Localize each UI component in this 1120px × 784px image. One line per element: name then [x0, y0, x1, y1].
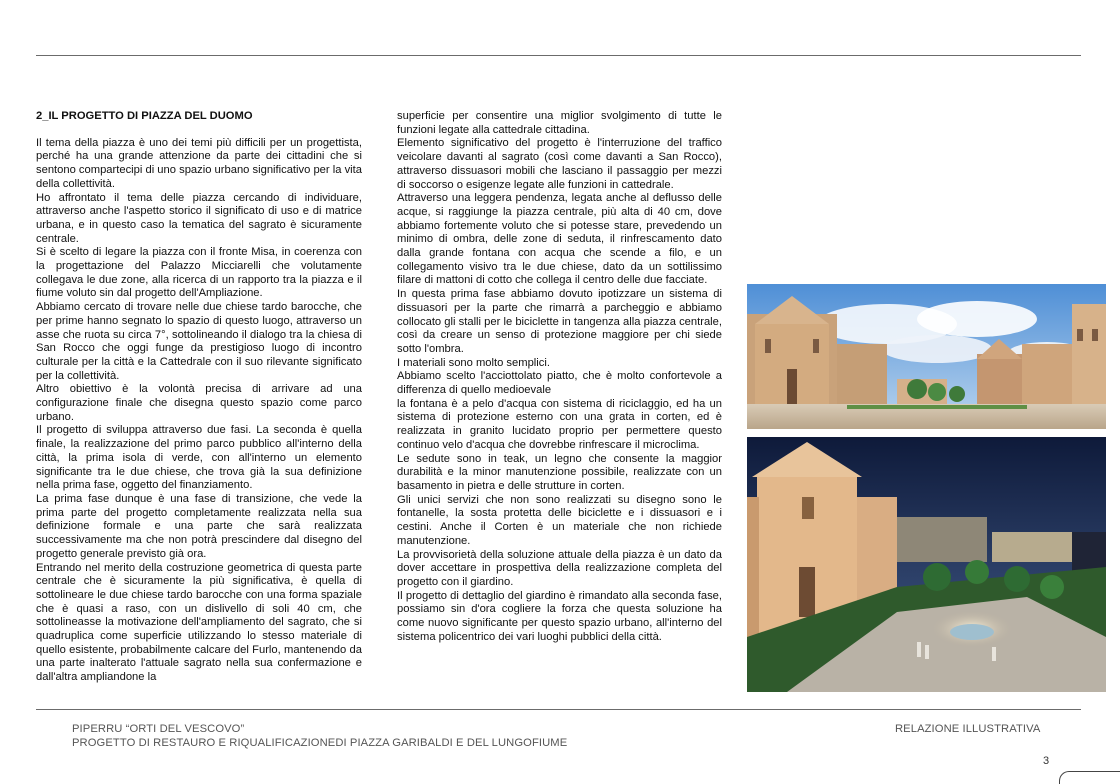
paragraph: Il progetto di sviluppa attraverso due fasi. La seconda è quella finale, la realizzazione del primo parco pubblico all'interno della città, la prima isola di verde, con all'interno un elemento significante tra le due chiese, che trova già la sua definizione nella prima fase, oggetto del finanziamento.	[36, 424, 362, 492]
footer-document-type: RELAZIONE ILLUSTRATIVA	[895, 723, 1041, 735]
paragraph: Il progetto di dettaglio del giardino è rimandato alla seconda fase, possiamo sin d'ora cogliere la forza che questa soluzione ha come nuovo significante per questo spazio urbano, all'interno del sistema policentrico dei vari luoghi pubblici della città.	[397, 589, 722, 643]
text-column-left	[36, 110, 362, 685]
paragraph: La provvisorietà della soluzione attuale della piazza è un dato da dover accettare in prospettiva della realizzazione completa del progetto con il giardino.	[397, 548, 722, 588]
bottom-rule	[36, 709, 1081, 710]
paragraph: Abbiamo scelto l'acciottolato piatto, che è molto confortevole a differenza di quello medioevale	[397, 370, 722, 397]
page-corner-mark	[1059, 771, 1120, 784]
paragraph: In questa prima fase abbiamo dovuto ipotizzare un sistema di dissuasori per la parte che rimarrà a parcheggio e abbiamo collocato gli stalli per le biciclette in tangenza alla piazza centrale, così da creare un senso di protezione maggiore per chi siede sotto l'ombra.	[397, 288, 722, 355]
paragraph: I materiali sono molto semplici.	[397, 356, 550, 369]
paragraph: Si è scelto di legare la piazza con il fronte Misa, in coerenza con la progettazione del Palazzo Micciarelli che volutamente collegava le due zone, alla ricerca di un rapporto tra la piazza e il fiume voluto sin dal progetto dell'Ampliazione.	[36, 246, 362, 300]
top-rule	[36, 55, 1081, 56]
paragraph: Il tema della piazza è uno dei temi più difficili per un progettista, perché ha una grande attenzione da parte dei cittadini che si sentono compartecipi di uno spazio urbano significativo per la vita della collettività.	[36, 136, 362, 190]
paragraph: la fontana è a pelo d'acqua con sistema di riciclaggio, ed ha un sistema di protezione esterno con una grata in corten, ed è realizzata in granito lucidato proprio per permettere questo continuo velo d'acqua che dovrebbe rinfrescare il microclima.	[397, 397, 722, 451]
paragraph: Entrando nel merito della costruzione geometrica di questa parte centrale che è sicuramente la più significativa, è quella di sottolineare le due chiese tardo barocche con una forma spaziale che è quasi a raso, con un dislivello di soli 40 cm, che sottolineasse la motivazione dell'ampliamento del sagrato, che si quadruplica come superficie utilizzando lo stesso materiale di quello esistente, probabilmente calcare del Furlo, mantenendo da una parte inalterato l'attuale sagrato nella sua confermazione e dall'altra ampliandone la	[36, 561, 362, 684]
text-column-right	[397, 110, 722, 644]
footer-project-title: PIPERRU “ORTI DEL VESCOVO”	[72, 723, 245, 735]
paragraph: La prima fase dunque è una fase di transizione, che vede la prima parte del progetto completamente realizzata nella sua definizione formale e una parte che sarà realizzata successivamente ma che non potrà prescindere dal disegno del progetto generale previsto già ora.	[36, 492, 362, 560]
paragraph: Elemento significativo del progetto è l'interruzione del traffico veicolare davanti al sagrato (così come davanti a San Rocco), attraverso dissuasori mobili che lasciano il passaggio per mezzi di soccorso o esigenze legate alle funzioni in cattedrale.	[397, 137, 722, 191]
paragraph: Attraverso una leggera pendenza, legata anche al deflusso delle acque, si raggiunge la piazza centrale, più alta di 40 cm, dove abbiamo fortemente voluto che si potesse stare, prevedendo un minimo di ombra, delle zone di seduta, il rinfrescamento dato dalla grande fontana con acqua che scende a filo, e un collegamento visivo tra le due chiese, dato da un sottilissimo filare di mattoni di cotto che collega il centro delle due facciate.	[397, 192, 722, 287]
paragraph: Ho affrontato il tema delle piazza cercando di individuare, attraverso anche l'aspetto storico il significato di uso e di matrice urbana, e in questo caso la tematica del sagrato è sicuramente centrale.	[36, 191, 362, 245]
piazza-night-render	[747, 437, 1106, 692]
section-title: 2_IL PROGETTO DI PIAZZA DEL DUOMO	[36, 110, 253, 122]
paragraph: Gli unici servizi che non sono realizzati su disegno sono le fontanelle, la sosta protetta delle biciclette e i dissuasori e i cestini. Anche il Corten è un materiale che non richiede manutenzione.	[397, 493, 722, 547]
piazza-night-image	[747, 437, 1106, 692]
page-number: 3	[1043, 755, 1050, 767]
paragraph: Altro obiettivo è la volontà precisa di arrivare ad una configurazione finale che disegna questo spazio come parco urbano.	[36, 383, 362, 423]
paragraph: superficie per consentire una miglior svolgimento di tutte le funzioni legate alla cattedrale cittadina.	[397, 110, 722, 136]
piazza-day-image	[747, 284, 1106, 429]
paragraph: Abbiamo cercato di trovare nelle due chiese tardo barocche, che per prime hanno segnato lo spazio di questo luogo, attraverso un asse che ruota su circa 7°, sottolineando il dialogo tra la chiesa di San Rocco che oggi funge da prestigioso luogo di incontro culturale per la città e la Cattedrale con il suo rilevante significato per la collettività.	[36, 301, 362, 382]
paragraph: Le sedute sono in teak, un legno che consente la maggior durabilità e la minor manutenzione possibile, realizzate con un basamento in pietra e delle strutture in corten.	[397, 452, 722, 492]
piazza-day-render	[747, 284, 1106, 429]
footer-project-subtitle: PROGETTO DI RESTAURO E RIQUALIFICAZIONEDI PIAZZA GARIBALDI E DEL LUNGOFIUME	[72, 737, 568, 749]
